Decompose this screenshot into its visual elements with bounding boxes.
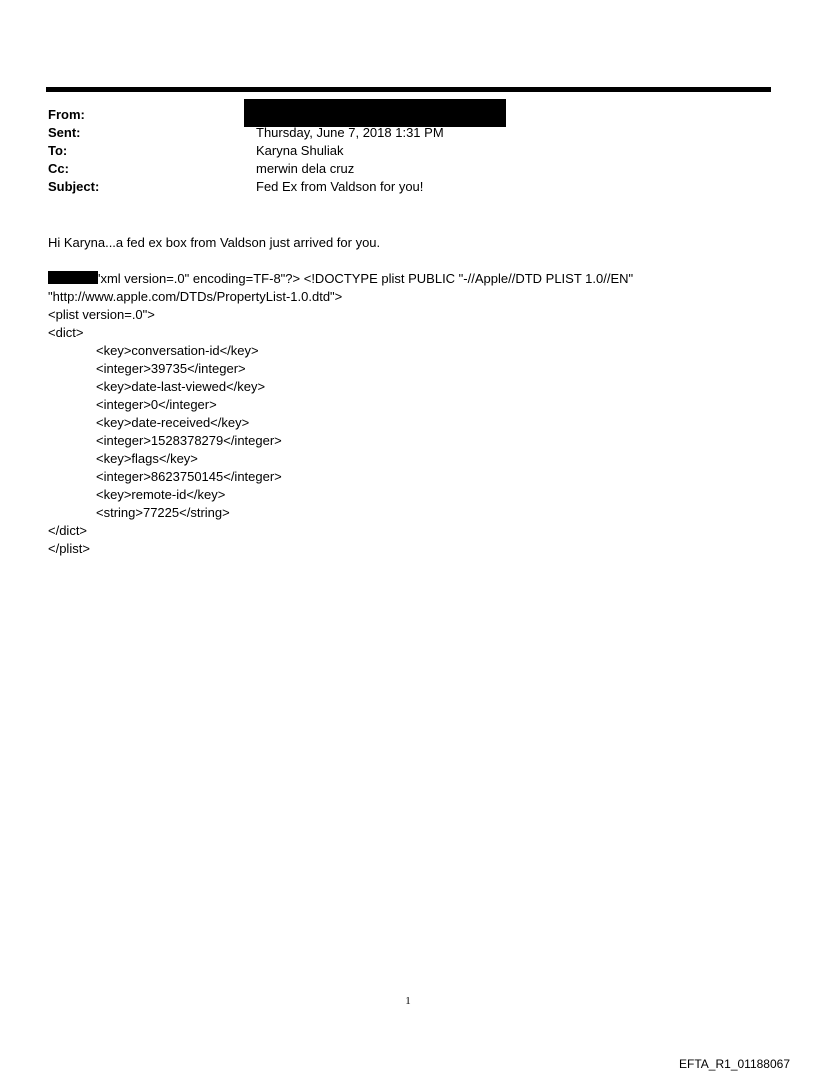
xml-line: </plist> <box>48 541 90 556</box>
xml-line: <integer>8623750145</integer> <box>96 469 282 484</box>
xml-line: <key>conversation-id</key> <box>96 343 259 358</box>
to-label: To: <box>48 143 68 158</box>
xml-line: <key>date-last-viewed</key> <box>96 379 266 394</box>
xml-line <box>48 270 633 288</box>
header-row-from <box>48 106 768 124</box>
subject-value: Fed Ex from Valdson for you! <box>256 179 424 194</box>
xml-line: <string>77225</string> <box>96 505 230 520</box>
xml-line: <key>flags</key> <box>96 451 198 466</box>
sent-value: Thursday, June 7, 2018 1:31 PM <box>256 125 444 140</box>
subject-label: Subject: <box>48 179 100 194</box>
xml-line: "http://www.apple.com/DTDs/PropertyList-1.0.dtd"> <box>48 289 343 304</box>
xml-line: <key>remote-id</key> <box>96 487 226 502</box>
from-label: From: <box>48 107 85 122</box>
xml-body <box>48 270 633 558</box>
header-row-cc <box>48 160 768 178</box>
sent-label: Sent: <box>48 125 81 140</box>
email-header <box>48 106 768 196</box>
header-row-sent <box>48 124 768 142</box>
header-rule <box>46 87 771 92</box>
redaction-block-inline <box>48 271 98 284</box>
xml-line: <integer>1528378279</integer> <box>96 433 282 448</box>
xml-line: </dict> <box>48 523 88 538</box>
page-number: 1 <box>405 995 411 1007</box>
xml-line: <integer>0</integer> <box>96 397 217 412</box>
document-id: EFTA_R1_01188067 <box>679 1057 790 1071</box>
header-row-to <box>48 142 768 160</box>
xml-line: <key>date-received</key> <box>96 415 250 430</box>
header-row-subject <box>48 178 768 196</box>
xml-line-text: 'xml version=.0" encoding=TF-8"?> <!DOCTYPE plist PUBLIC "-//Apple//DTD PLIST 1.0//EN" <box>98 271 634 286</box>
xml-line: <plist version=.0"> <box>48 307 155 322</box>
greeting-text: Hi Karyna...a fed ex box from Valdson just arrived for you. <box>48 235 381 250</box>
xml-line: <dict> <box>48 325 84 340</box>
cc-value: merwin dela cruz <box>256 161 355 176</box>
xml-line: <integer>39735</integer> <box>96 361 246 376</box>
cc-label: Cc: <box>48 161 69 176</box>
to-value: Karyna Shuliak <box>256 143 344 158</box>
